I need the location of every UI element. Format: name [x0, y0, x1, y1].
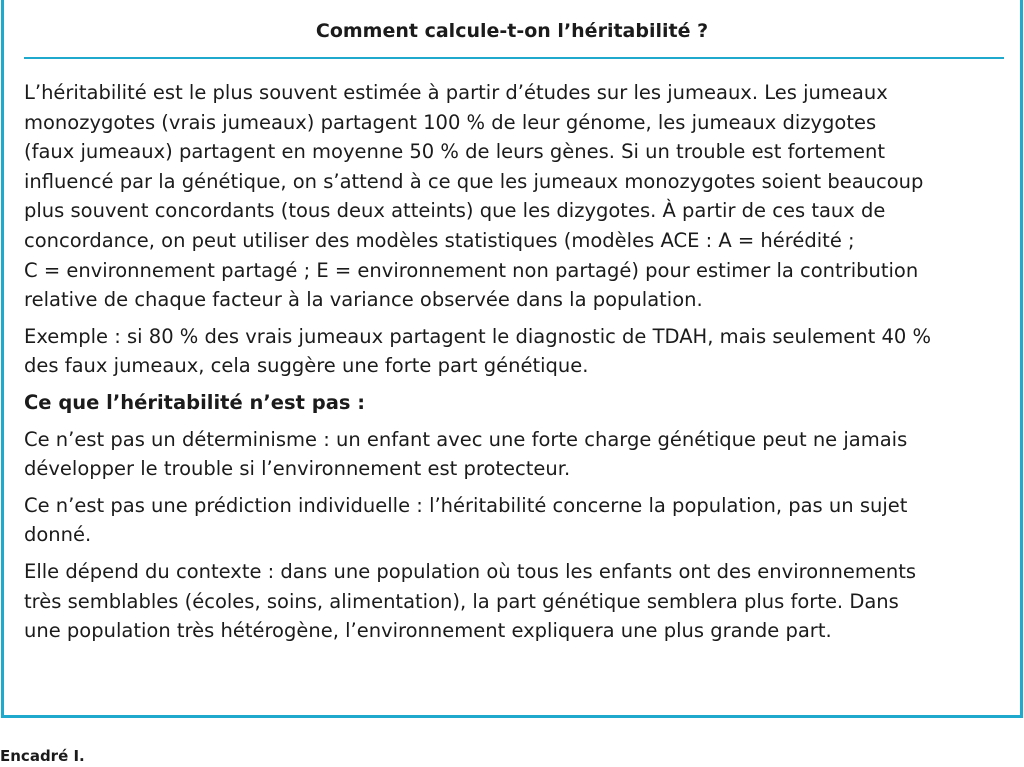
text-line: Ce n’est pas une prédiction individuelle : l’héritabilité concerne la population, pas un sujet [24, 493, 908, 517]
text-line: développer le trouble si l’environnement est protecteur. [24, 457, 571, 481]
text-line: Exemple : si 80 % des vrais jumeaux partagent le diagnostic de TDAH, mais seulement 40 % [24, 324, 931, 348]
point-prediction [24, 491, 1018, 550]
paragraph-method [24, 78, 1018, 315]
box-caption: Encadré I. [0, 747, 85, 765]
text-line: influencé par la génétique, on s’attend à ce que les jumeaux monozygotes soient beaucoup [24, 169, 924, 193]
text-line: des faux jumeaux, cela suggère une forte part génétique. [24, 354, 589, 378]
text-line: une population très hétérogène, l’environnement expliquera une plus grande part. [24, 619, 832, 643]
text-line: (faux jumeaux) partagent en moyenne 50 % de leurs gènes. Si un trouble est fortement [24, 140, 886, 164]
text-line: Elle dépend du contexte : dans une population où tous les enfants ont des environnements [24, 559, 917, 583]
text-line: monozygotes (vrais jumeaux) partagent 100 % de leur génome, les jumeaux dizygotes [24, 110, 877, 134]
text-line: C = environnement partagé ; E = environnement non partagé) pour estimer la contribution [24, 258, 919, 282]
text-line: L’héritabilité est le plus souvent estimée à partir d’études sur les jumeaux. Les jumeaux [24, 81, 888, 104]
point-context [24, 557, 1018, 646]
box-body [24, 78, 1018, 646]
text-box [1, 0, 1023, 718]
text-line: donné. [24, 523, 92, 547]
box-title: Comment calcule-t-on l’héritabilité ? [315, 20, 709, 42]
text-line: très semblables (écoles, soins, alimentation), la part génétique semblera plus forte. Dans [24, 589, 899, 613]
paragraph-example [24, 322, 1018, 381]
text-line: concordance, on peut utiliser des modèles statistiques (modèles ACE : A = hérédité ; [24, 228, 855, 252]
text-line: plus souvent concordants (tous deux atteints) que les dizygotes. À partir de ces taux de [24, 199, 886, 223]
point-determinism [24, 425, 1018, 484]
section-subheading: Ce que l’héritabilité n’est pas : [24, 390, 366, 414]
text-line: Ce n’est pas un déterminisme : un enfant avec une forte charge génétique peut ne jamais [24, 427, 908, 451]
text-line: relative de chaque facteur à la variance observée dans la population. [24, 288, 703, 312]
title-divider [24, 57, 1004, 59]
